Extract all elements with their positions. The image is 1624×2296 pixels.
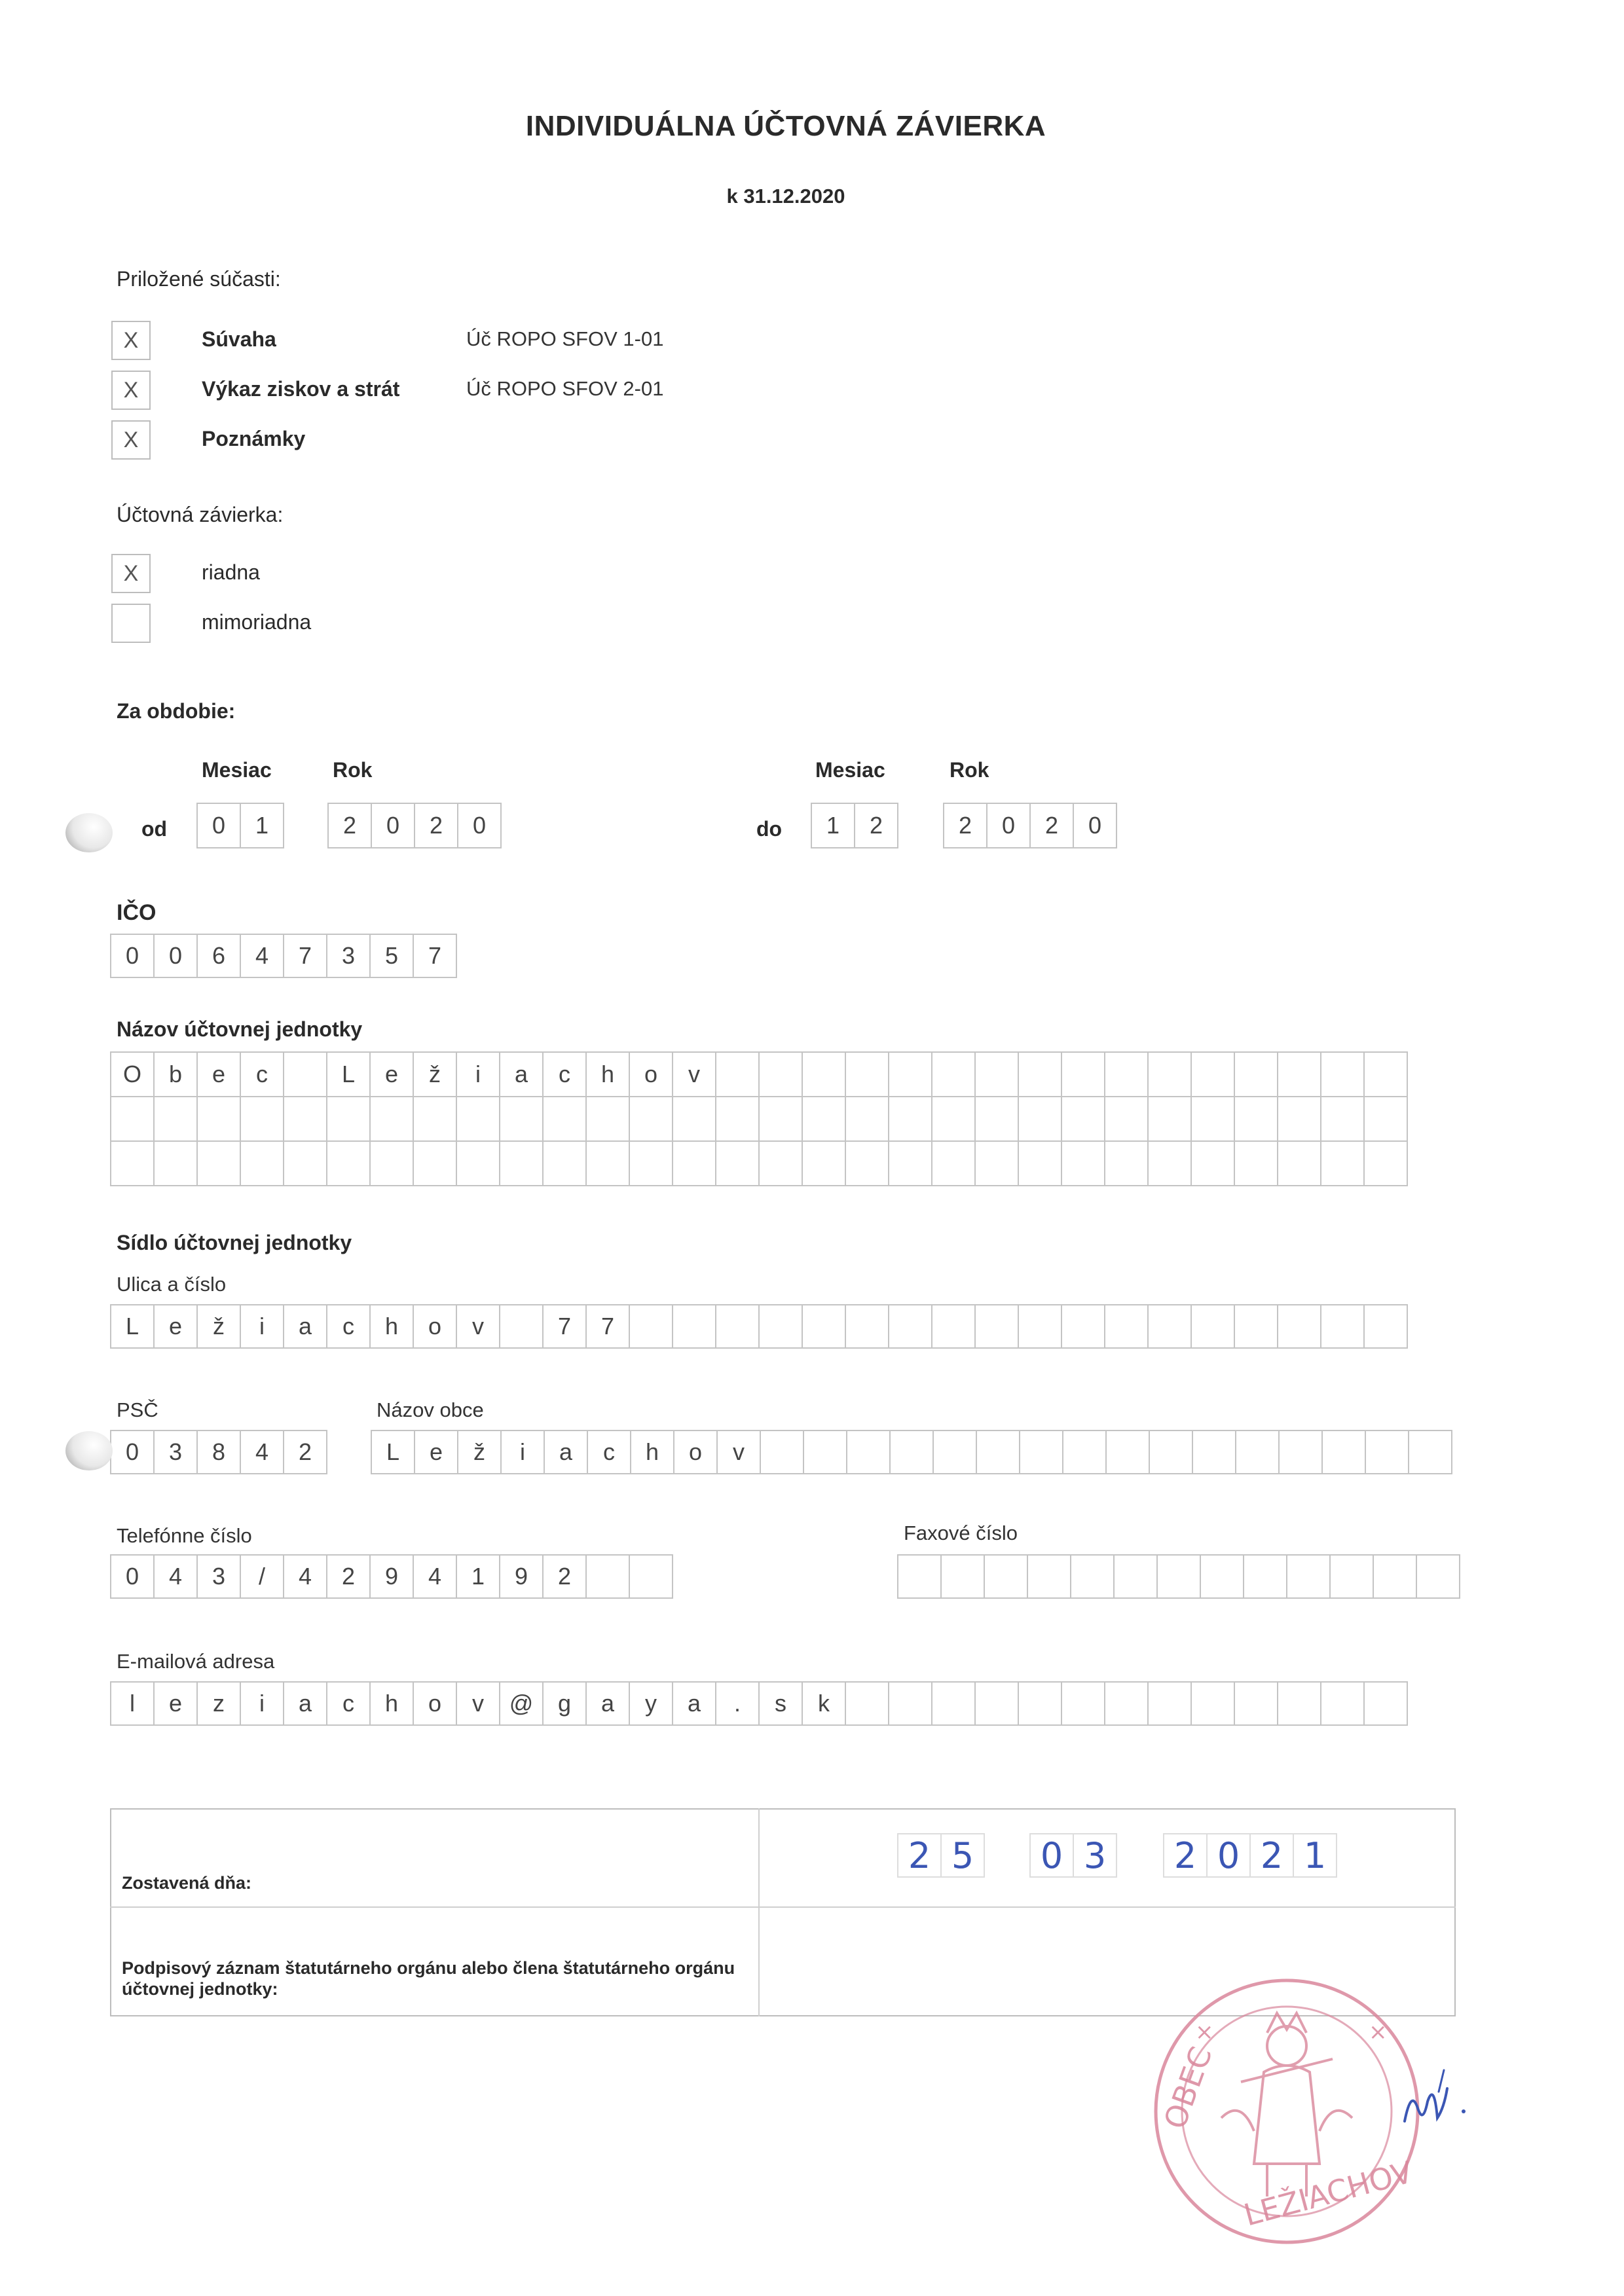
digit-cell — [1027, 1554, 1071, 1599]
digit-cell: / — [240, 1554, 284, 1599]
char-cell — [1234, 1051, 1278, 1097]
digit-cell: 2 — [1029, 803, 1074, 848]
digit-cell: 0 — [986, 803, 1031, 848]
char-cell — [1190, 1096, 1235, 1142]
checkbox-mimoriadna[interactable] — [111, 604, 151, 643]
char-cell — [802, 1096, 846, 1142]
component-code: Úč ROPO SFOV 1-01 — [466, 327, 664, 350]
option-mimoriadna: mimoriadna — [202, 610, 312, 634]
char-cell — [413, 1096, 457, 1142]
char-cell — [758, 1304, 803, 1349]
compiled-month-field[interactable] — [1029, 1833, 1116, 1878]
char-cell — [1147, 1096, 1192, 1142]
char-cell — [110, 1096, 155, 1142]
char-cell — [153, 1140, 198, 1186]
phone-label: Telefónne číslo — [117, 1524, 252, 1547]
digit-cell: 0 — [371, 803, 415, 848]
char-cell — [758, 1096, 803, 1142]
char-cell — [715, 1051, 760, 1097]
char-cell: s — [758, 1681, 803, 1726]
char-cell — [889, 1430, 934, 1474]
digit-cell: 4 — [153, 1554, 198, 1599]
char-cell — [974, 1051, 1019, 1097]
char-cell: c — [542, 1051, 587, 1097]
entity-name-row-3[interactable] — [110, 1140, 1407, 1186]
char-cell — [1104, 1096, 1149, 1142]
digit-cell — [984, 1554, 1028, 1599]
char-cell — [1190, 1681, 1235, 1726]
char-cell — [1149, 1430, 1193, 1474]
checkbox-suvaha[interactable]: X — [111, 321, 151, 360]
option-riadna: riadna — [202, 560, 260, 584]
char-cell — [110, 1140, 155, 1186]
char-cell: a — [585, 1681, 630, 1726]
digit-cell: 4 — [413, 1554, 457, 1599]
char-cell: h — [369, 1304, 414, 1349]
char-cell — [1235, 1430, 1280, 1474]
char-cell: h — [585, 1051, 630, 1097]
digit-cell — [629, 1554, 673, 1599]
char-cell: o — [629, 1051, 673, 1097]
char-cell — [974, 1681, 1019, 1726]
period-label: Za obdobie: — [117, 699, 236, 723]
psc-field[interactable] — [110, 1430, 326, 1474]
char-cell — [802, 1051, 846, 1097]
char-cell — [1147, 1140, 1192, 1186]
char-cell — [240, 1096, 284, 1142]
char-cell: i — [240, 1304, 284, 1349]
char-cell: @ — [499, 1681, 544, 1726]
checkbox-poznamky[interactable]: X — [111, 420, 151, 460]
char-cell: a — [283, 1304, 327, 1349]
char-cell: e — [369, 1051, 414, 1097]
digit-cell: 8 — [196, 1430, 241, 1474]
digit-cell: 0 — [1206, 1833, 1251, 1878]
char-cell — [1321, 1430, 1366, 1474]
char-cell: v — [716, 1430, 761, 1474]
digit-cell: 2 — [283, 1430, 327, 1474]
digit-cell: 0 — [110, 934, 155, 978]
char-cell — [1192, 1430, 1236, 1474]
char-cell: ž — [196, 1304, 241, 1349]
char-cell — [845, 1051, 889, 1097]
town-field[interactable] — [371, 1430, 1451, 1474]
digit-cell — [1070, 1554, 1115, 1599]
to-year-field[interactable] — [943, 803, 1116, 848]
char-cell: a — [544, 1430, 588, 1474]
component-name: Výkaz ziskov a strát — [202, 377, 400, 401]
digit-cell: 3 — [326, 934, 371, 978]
digit-cell — [1286, 1554, 1331, 1599]
char-cell: o — [413, 1304, 457, 1349]
char-cell — [153, 1096, 198, 1142]
from-label: od — [141, 817, 168, 841]
char-cell — [629, 1140, 673, 1186]
char-cell — [974, 1304, 1019, 1349]
char-cell: 7 — [585, 1304, 630, 1349]
char-cell — [196, 1096, 241, 1142]
char-cell — [1147, 1681, 1192, 1726]
char-cell: ž — [413, 1051, 457, 1097]
digit-cell: 7 — [413, 934, 457, 978]
char-cell — [1320, 1140, 1365, 1186]
char-cell: O — [110, 1051, 155, 1097]
punch-hole-icon — [65, 1431, 113, 1470]
street-field[interactable] — [110, 1304, 1407, 1349]
char-cell — [888, 1051, 932, 1097]
char-cell: L — [371, 1430, 415, 1474]
char-cell — [976, 1430, 1020, 1474]
digit-cell: 1 — [456, 1554, 500, 1599]
digit-cell: 5 — [940, 1833, 985, 1878]
char-cell — [1061, 1096, 1105, 1142]
psc-label: PSČ — [117, 1398, 158, 1421]
digit-cell: 3 — [196, 1554, 241, 1599]
digit-cell — [1200, 1554, 1244, 1599]
char-cell — [1365, 1430, 1409, 1474]
table-divider — [758, 1808, 760, 2016]
fax-field[interactable] — [897, 1554, 1459, 1599]
char-cell — [1320, 1096, 1365, 1142]
char-cell — [1277, 1681, 1321, 1726]
char-cell: c — [326, 1681, 371, 1726]
document-date: k 31.12.2020 — [726, 185, 845, 208]
char-cell — [888, 1096, 932, 1142]
digit-cell: 7 — [283, 934, 327, 978]
char-cell — [1277, 1140, 1321, 1186]
digit-cell: 0 — [1073, 803, 1117, 848]
char-cell — [456, 1096, 500, 1142]
char-cell: c — [326, 1304, 371, 1349]
components-label: Priložené súčasti: — [117, 267, 281, 291]
to-month-label: Mesiac — [815, 758, 885, 782]
char-cell — [1105, 1430, 1150, 1474]
char-cell — [1061, 1051, 1105, 1097]
char-cell: i — [456, 1051, 500, 1097]
compiled-date-label: Zostavená dňa: — [122, 1873, 252, 1893]
char-cell — [629, 1304, 673, 1349]
char-cell: e — [196, 1051, 241, 1097]
town-label: Názov obce — [377, 1398, 484, 1421]
char-cell — [1190, 1051, 1235, 1097]
char-cell: k — [802, 1681, 846, 1726]
phone-field[interactable] — [110, 1554, 672, 1599]
char-cell: g — [542, 1681, 587, 1726]
digit-cell: 0 — [110, 1430, 155, 1474]
char-cell — [1320, 1051, 1365, 1097]
char-cell — [931, 1051, 976, 1097]
digit-cell: 9 — [499, 1554, 544, 1599]
digit-cell: 3 — [153, 1430, 198, 1474]
digit-cell: 4 — [240, 1430, 284, 1474]
ico-label: IČO — [117, 900, 157, 925]
char-cell — [542, 1140, 587, 1186]
digit-cell — [1113, 1554, 1158, 1599]
char-cell — [758, 1140, 803, 1186]
char-cell — [413, 1140, 457, 1186]
from-year-label: Rok — [333, 758, 373, 782]
digit-cell: 3 — [1073, 1833, 1117, 1878]
char-cell — [845, 1304, 889, 1349]
char-cell — [932, 1430, 977, 1474]
char-cell: L — [326, 1051, 371, 1097]
component-name: Poznámky — [202, 427, 306, 450]
char-cell — [1234, 1140, 1278, 1186]
char-cell — [845, 1140, 889, 1186]
digit-cell: 9 — [369, 1554, 414, 1599]
char-cell: a — [672, 1681, 716, 1726]
svg-text:OBEC: OBEC — [1156, 2042, 1219, 2134]
char-cell — [1190, 1140, 1235, 1186]
char-cell — [1147, 1051, 1192, 1097]
digit-cell: 6 — [196, 934, 241, 978]
char-cell — [1277, 1096, 1321, 1142]
digit-cell: 2 — [414, 803, 458, 848]
char-cell — [1408, 1430, 1452, 1474]
char-cell: c — [587, 1430, 631, 1474]
char-cell — [1363, 1096, 1408, 1142]
char-cell: c — [240, 1051, 284, 1097]
digit-cell: 1 — [240, 803, 284, 848]
digit-cell: 0 — [153, 934, 198, 978]
char-cell: o — [673, 1430, 718, 1474]
digit-cell: 0 — [196, 803, 241, 848]
char-cell — [1363, 1140, 1408, 1186]
char-cell: v — [672, 1051, 716, 1097]
char-cell — [585, 1140, 630, 1186]
char-cell — [672, 1304, 716, 1349]
char-cell — [1234, 1681, 1278, 1726]
char-cell — [1104, 1140, 1149, 1186]
char-cell: ž — [457, 1430, 502, 1474]
digit-cell: 2 — [326, 1554, 371, 1599]
char-cell — [1018, 1051, 1062, 1097]
char-cell — [1018, 1096, 1062, 1142]
char-cell — [760, 1430, 804, 1474]
char-cell — [542, 1096, 587, 1142]
digit-cell: 2 — [854, 803, 898, 848]
digit-cell: 2 — [542, 1554, 587, 1599]
char-cell — [802, 1140, 846, 1186]
char-cell: L — [110, 1304, 155, 1349]
char-cell — [802, 1304, 846, 1349]
to-year-label: Rok — [950, 758, 989, 782]
address-label: Sídlo účtovnej jednotky — [117, 1231, 352, 1254]
char-cell — [1061, 1304, 1105, 1349]
char-cell — [672, 1096, 716, 1142]
char-cell — [283, 1140, 327, 1186]
digit-cell — [1373, 1554, 1417, 1599]
to-month-field[interactable] — [811, 803, 897, 848]
char-cell — [585, 1096, 630, 1142]
char-cell: e — [414, 1430, 458, 1474]
char-cell — [326, 1140, 371, 1186]
char-cell: e — [153, 1304, 198, 1349]
char-cell — [931, 1681, 976, 1726]
char-cell — [1018, 1140, 1062, 1186]
compiled-year-field[interactable] — [1163, 1833, 1336, 1878]
digit-cell: 2 — [943, 803, 987, 848]
char-cell — [1277, 1051, 1321, 1097]
char-cell — [931, 1096, 976, 1142]
from-month-field[interactable] — [196, 803, 283, 848]
digit-cell — [940, 1554, 985, 1599]
char-cell: a — [283, 1681, 327, 1726]
char-cell — [1277, 1304, 1321, 1349]
char-cell: y — [629, 1681, 673, 1726]
char-cell — [715, 1304, 760, 1349]
char-cell — [1234, 1096, 1278, 1142]
char-cell — [888, 1140, 932, 1186]
char-cell — [715, 1096, 760, 1142]
table-divider — [110, 1906, 1456, 1908]
digit-cell: 2 — [327, 803, 372, 848]
digit-cell: 5 — [369, 934, 414, 978]
char-cell — [1018, 1681, 1062, 1726]
char-cell: h — [369, 1681, 414, 1726]
char-cell: i — [240, 1681, 284, 1726]
char-cell — [803, 1430, 847, 1474]
digit-cell: 2 — [1249, 1833, 1294, 1878]
char-cell — [974, 1096, 1019, 1142]
char-cell: h — [630, 1430, 674, 1474]
digit-cell: 0 — [1029, 1833, 1074, 1878]
char-cell — [1363, 1304, 1408, 1349]
to-label: do — [756, 817, 783, 841]
digit-cell: 1 — [811, 803, 855, 848]
char-cell — [931, 1140, 976, 1186]
char-cell — [369, 1140, 414, 1186]
char-cell: b — [153, 1051, 198, 1097]
entity-name-row-1[interactable] — [110, 1051, 1407, 1097]
digit-cell: 2 — [1163, 1833, 1208, 1878]
svg-text:LEŽIACHOV: LEŽIACHOV — [1240, 2154, 1416, 2233]
char-cell — [1104, 1051, 1149, 1097]
from-year-field[interactable] — [327, 803, 500, 848]
char-cell — [1019, 1430, 1063, 1474]
char-cell — [1320, 1681, 1365, 1726]
checkbox-vykaz[interactable]: X — [111, 371, 151, 410]
digit-cell — [897, 1554, 942, 1599]
digit-cell: 4 — [240, 934, 284, 978]
char-cell — [888, 1304, 932, 1349]
signature-label: Podpisový záznam štatutárneho orgánu alebo člena štatutárneho orgánu účtovnej jednotky: — [122, 1958, 735, 1999]
char-cell — [758, 1051, 803, 1097]
char-cell — [846, 1430, 891, 1474]
fax-label: Faxové číslo — [904, 1522, 1018, 1544]
svg-text:×: × — [1195, 2019, 1214, 2045]
entity-name-label: Názov účtovnej jednotky — [117, 1017, 363, 1041]
document-title: INDIVIDUÁLNA ÚČTOVNÁ ZÁVIERKA — [525, 110, 1046, 142]
char-cell — [845, 1681, 889, 1726]
digit-cell: 2 — [897, 1833, 942, 1878]
email-label: E-mailová adresa — [117, 1650, 275, 1673]
char-cell — [240, 1140, 284, 1186]
char-cell — [715, 1140, 760, 1186]
char-cell — [1104, 1304, 1149, 1349]
entity-name-row-2[interactable] — [110, 1096, 1407, 1142]
char-cell — [1061, 1681, 1105, 1726]
char-cell: e — [153, 1681, 198, 1726]
closing-type-label: Účtovná závierka: — [117, 503, 284, 526]
char-cell — [1363, 1681, 1408, 1726]
char-cell — [283, 1096, 327, 1142]
char-cell — [888, 1681, 932, 1726]
component-code: Úč ROPO SFOV 2-01 — [466, 377, 664, 400]
char-cell: i — [500, 1430, 545, 1474]
digit-cell: 1 — [1293, 1833, 1337, 1878]
char-cell — [845, 1096, 889, 1142]
char-cell — [974, 1140, 1019, 1186]
street-label: Ulica a číslo — [117, 1273, 227, 1296]
digit-cell — [1243, 1554, 1287, 1599]
char-cell — [1018, 1304, 1062, 1349]
digit-cell — [1329, 1554, 1374, 1599]
char-cell — [1190, 1304, 1235, 1349]
digit-cell — [1156, 1554, 1201, 1599]
digit-cell — [1416, 1554, 1460, 1599]
char-cell — [1363, 1051, 1408, 1097]
char-cell — [1278, 1430, 1323, 1474]
component-name: Súvaha — [202, 327, 276, 351]
ico-field[interactable] — [110, 934, 456, 978]
char-cell — [931, 1304, 976, 1349]
char-cell: z — [196, 1681, 241, 1726]
digit-cell: 4 — [283, 1554, 327, 1599]
char-cell — [499, 1304, 544, 1349]
char-cell: v — [456, 1681, 500, 1726]
char-cell — [1320, 1304, 1365, 1349]
char-cell — [196, 1140, 241, 1186]
char-cell — [1062, 1430, 1107, 1474]
char-cell: o — [413, 1681, 457, 1726]
svg-text:×: × — [1369, 2019, 1388, 2045]
char-cell — [672, 1140, 716, 1186]
char-cell — [326, 1096, 371, 1142]
digit-cell — [585, 1554, 630, 1599]
char-cell: 7 — [542, 1304, 587, 1349]
char-cell: . — [715, 1681, 760, 1726]
digit-cell: 0 — [110, 1554, 155, 1599]
char-cell — [1147, 1304, 1192, 1349]
char-cell — [369, 1096, 414, 1142]
from-month-label: Mesiac — [202, 758, 272, 782]
char-cell — [1061, 1140, 1105, 1186]
email-field[interactable] — [110, 1681, 1407, 1726]
digit-cell: 0 — [457, 803, 502, 848]
char-cell — [283, 1051, 327, 1097]
checkbox-riadna[interactable]: X — [111, 554, 151, 593]
char-cell: v — [456, 1304, 500, 1349]
char-cell — [1104, 1681, 1149, 1726]
char-cell: a — [499, 1051, 544, 1097]
handwritten-signature-icon — [1398, 2062, 1470, 2141]
compiled-day-field[interactable] — [897, 1833, 984, 1878]
punch-hole-icon — [65, 813, 113, 852]
char-cell — [499, 1140, 544, 1186]
char-cell — [499, 1096, 544, 1142]
char-cell — [1234, 1304, 1278, 1349]
char-cell — [629, 1096, 673, 1142]
official-stamp-icon — [1143, 1967, 1431, 2255]
char-cell: l — [110, 1681, 155, 1726]
char-cell — [456, 1140, 500, 1186]
